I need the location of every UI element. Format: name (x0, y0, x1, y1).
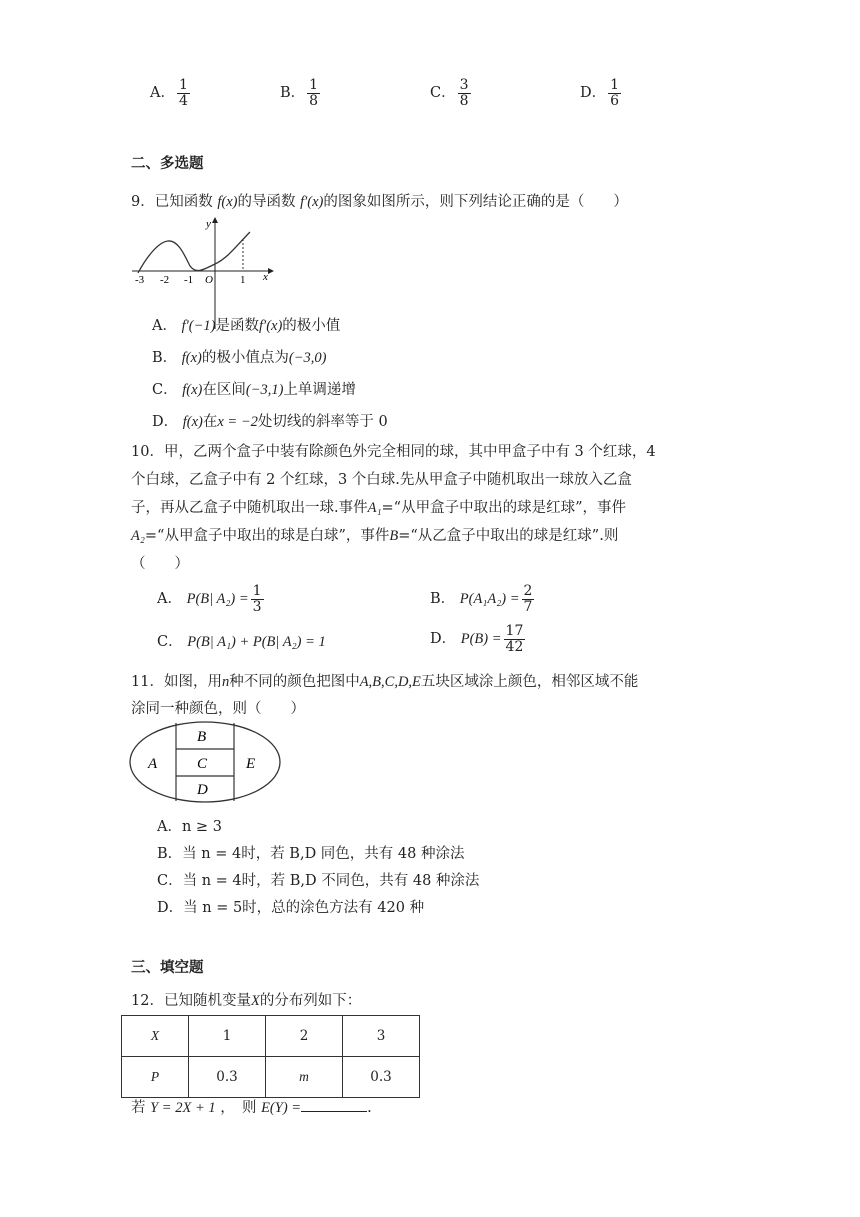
table-cell: X (122, 1016, 189, 1057)
q9-option-a (152, 314, 340, 335)
tick-label: 1 (240, 274, 246, 286)
option-label: A． (152, 318, 177, 334)
region-label-b: B (197, 729, 207, 745)
q12-question (131, 1096, 372, 1117)
fraction (177, 78, 190, 108)
table-cell: 3 (343, 1016, 420, 1057)
derivative-curve (138, 232, 250, 273)
table-cell: 1 (189, 1016, 266, 1057)
option-text: 在 (202, 414, 218, 430)
q12-math-x: X (250, 993, 260, 1009)
table-cell: m (266, 1057, 343, 1098)
denominator: 3 (252, 598, 262, 615)
q11-line-1 (131, 670, 638, 691)
section-title-fill-in: 三、填空题 (131, 960, 204, 976)
q11-math-n: n (221, 674, 230, 690)
option-label: B． (280, 85, 306, 102)
denominator: 7 (523, 598, 533, 615)
option-text: 当 n = 4时，若 B,D 同色，共有 48 种涂法 (182, 846, 465, 862)
numerator: 1 (178, 77, 188, 93)
y-axis-label: y (206, 218, 211, 230)
q9-stem (131, 190, 628, 211)
option-math: x = −2 (217, 414, 258, 430)
q12-text: 12．已知随机变量 (131, 993, 251, 1009)
q9-text: 9．已知函数 (131, 194, 213, 210)
q9-math-fpx: f′(x) (300, 194, 324, 210)
fraction (458, 78, 471, 108)
option-label: B． (157, 846, 183, 862)
option-math: P(A₁A₂) = (459, 591, 520, 608)
region-diagram (128, 720, 284, 806)
q12-math: E(Y) = (261, 1100, 302, 1116)
answer-blank[interactable] (301, 1097, 367, 1112)
option-label: B． (430, 591, 456, 608)
option-math: f(x) (181, 350, 202, 366)
q10-text: 子，再从乙盒子中随机取出一球.事件 (131, 500, 368, 516)
numerator: 1 (252, 583, 262, 599)
q11-line-2: 涂同一种颜色，则（ ） (131, 701, 305, 717)
tick-label: -3 (135, 274, 145, 286)
region-label-c: C (197, 756, 208, 772)
section-title-multiple-choice: 二、多选题 (131, 156, 204, 172)
q10-option-b (430, 584, 536, 614)
option-label: A． (157, 591, 182, 608)
numerator: 1 (610, 77, 620, 93)
q10-line-4 (131, 524, 618, 545)
option-label: C． (157, 634, 183, 650)
q11-option-d (157, 896, 424, 917)
x-axis-arrow-icon (268, 268, 274, 274)
q11-text: 11．如图，用 (131, 674, 222, 690)
option-label: C． (152, 382, 178, 398)
option-text: 当 n = 4时，若 B,D 不同色，共有 48 种涂法 (182, 873, 480, 889)
q11-text: 五块区域涂上颜色，相邻区域不能 (420, 674, 639, 690)
option-label: D． (580, 85, 607, 102)
tick-label: -1 (184, 274, 194, 286)
q11-option-a (157, 815, 222, 836)
option-label: C． (157, 873, 183, 889)
q8-option-b (280, 78, 322, 108)
q12-text: 若 (131, 1100, 146, 1116)
option-math: f′(x) (259, 318, 283, 334)
table-cell: 0.3 (343, 1057, 420, 1098)
option-text: 上单调递增 (283, 382, 356, 398)
region-label-a: A (148, 756, 158, 772)
q9-text: 的导函数 (237, 194, 296, 210)
q9-option-c (152, 378, 356, 399)
q10-option-d (430, 624, 527, 654)
option-math: (−3,0) (288, 350, 327, 366)
denominator: 42 (505, 638, 524, 655)
fraction (251, 584, 264, 614)
denominator: 4 (178, 92, 188, 109)
option-label: C． (430, 85, 456, 102)
numerator: 3 (459, 77, 469, 93)
option-label: B． (152, 350, 178, 366)
q10-option-c (157, 630, 326, 651)
option-math: P(B| A₁) + P(B| A₂) = 1 (187, 634, 326, 650)
q8-option-d (580, 78, 623, 108)
option-label: A． (157, 819, 182, 835)
table-cell: 0.3 (189, 1057, 266, 1098)
event-a2: A₂ (131, 528, 145, 544)
table-row (122, 1057, 420, 1098)
q9-option-d (152, 410, 388, 431)
event-b: B (389, 528, 399, 544)
q12-text: ， 则 (220, 1100, 257, 1116)
q12-text: . (367, 1100, 372, 1116)
option-text: 在区间 (202, 382, 246, 398)
option-math: f(x) (182, 414, 203, 430)
q12-math: Y = 2X + 1 (150, 1100, 216, 1116)
option-text: 当 n = 5时，总的涂色方法有 420 种 (183, 900, 425, 916)
option-math: P(B| A₂) = (186, 591, 249, 608)
option-math: P(B) = (460, 631, 502, 648)
origin-label: O (205, 274, 213, 286)
q11-option-b (157, 842, 464, 863)
q12-stem (131, 989, 361, 1010)
x-axis-label: x (263, 271, 268, 283)
q10-line-3 (131, 496, 626, 517)
numerator: 1 (309, 77, 319, 93)
denominator: 8 (309, 92, 319, 109)
option-label: D． (430, 631, 457, 648)
q11-option-c (157, 869, 479, 890)
q10-line-1: 10．甲，乙两个盒子中装有除颜色外完全相同的球，其中甲盒子中有 3 个红球，4 (131, 444, 656, 460)
event-a1: A₁ (367, 500, 382, 516)
table-row (122, 1016, 420, 1057)
table-cell: P (122, 1057, 189, 1098)
tick-label: -2 (160, 274, 170, 286)
q8-option-c (430, 78, 473, 108)
option-math: f′(−1) (181, 318, 216, 334)
region-label-e: E (246, 756, 256, 772)
q10-option-a (157, 584, 266, 614)
q11-math-letters: A,B,C,D,E (359, 674, 421, 690)
q10-line-2: 个白球，乙盒子中有 2 个红球，3 个白球.先从甲盒子中随机取出一球放入乙盒 (131, 472, 632, 488)
denominator: 6 (610, 92, 620, 109)
numerator: 17 (505, 623, 524, 639)
q11-text: 种不同的颜色把图中 (229, 674, 360, 690)
option-text: 的极小值点为 (201, 350, 289, 366)
q8-option-a (150, 78, 192, 108)
q10-line-5: （ ） (131, 556, 189, 572)
option-text: 是函数 (215, 318, 259, 334)
q12-text: 的分布列如下： (259, 993, 362, 1009)
fraction (504, 624, 526, 654)
q9-math-fx: f(x) (217, 194, 238, 210)
q10-text: =“从甲盒子中取出的球是白球”，事件 (144, 528, 390, 544)
option-text: 的极小值 (282, 318, 341, 334)
option-text: 处切线的斜率等于 0 (257, 414, 388, 430)
distribution-table (121, 1015, 420, 1098)
denominator: 8 (459, 92, 469, 109)
option-label: D． (152, 414, 179, 430)
q9-text: 的图象如图所示，则下列结论正确的是（ ） (323, 194, 628, 210)
q9-option-b (152, 346, 326, 367)
option-label: A． (150, 85, 175, 102)
table-cell: 2 (266, 1016, 343, 1057)
fraction (608, 78, 621, 108)
q10-text: =“从乙盒子中取出的球是红球”.则 (398, 528, 619, 544)
option-math: (−3,1) (245, 382, 284, 398)
q10-text: =“从甲盒子中取出的球是红球”，事件 (381, 500, 626, 516)
numerator: 2 (523, 583, 533, 599)
y-axis-arrow-icon (212, 217, 218, 223)
option-math: f(x) (182, 382, 203, 398)
region-label-d: D (197, 782, 208, 798)
option-text: n ≥ 3 (181, 819, 222, 835)
option-label: D． (157, 900, 184, 916)
fraction (307, 78, 320, 108)
fraction (522, 584, 535, 614)
